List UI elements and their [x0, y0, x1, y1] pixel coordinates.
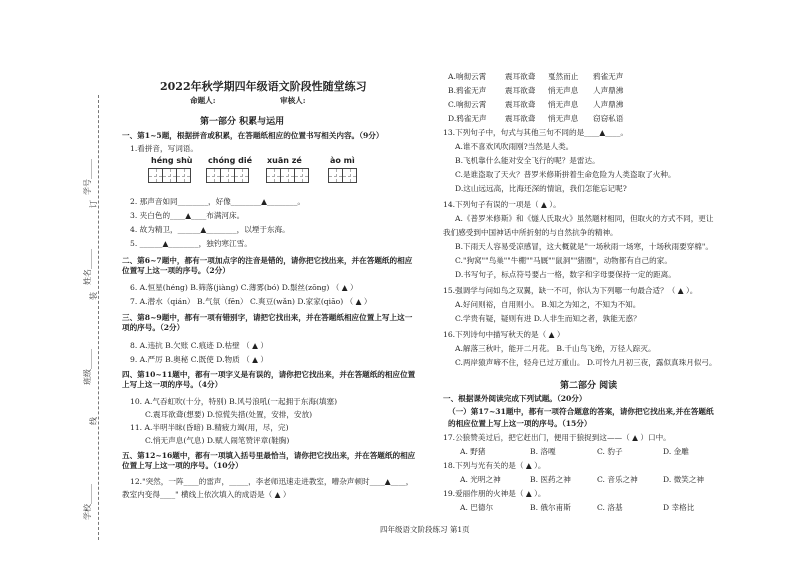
author-label: 命题人:	[190, 96, 216, 105]
option-cell: 震耳欲聋	[505, 86, 536, 95]
question-15-options-cd: C.学贵有疑，疑则有进 D.人非生而知之者，孰能无惑？	[455, 314, 641, 323]
student-id-field[interactable]: 学号_____	[83, 159, 92, 195]
question-10b: C.震耳欲聋(想要) D.惊慌失措(处置，安排，安放)	[145, 410, 313, 419]
reading-section-heading: 一、根据课外阅读完成下列试题。（20分）	[443, 394, 587, 403]
question-12b: 教室内变得____" 横线上依次填入的成语是（ ▲ ）	[122, 490, 291, 499]
option-cell: 震耳欲聋	[505, 100, 536, 109]
question-15: 15.强调学与问如鸟之双翼，缺一不可，你认为下列哪一句最合适？（ ▲ ）。	[443, 286, 698, 295]
pinyin-2: chóng dié	[208, 156, 253, 165]
question-3: 3. 夹白色的____▲____布满河床。	[130, 211, 245, 220]
option-cell: 鸦雀无声	[593, 72, 624, 81]
section1-heading: 一、第1~5题，根据拼音或积累，在答题纸相应的位置书写相关内容。（9分）	[122, 131, 384, 140]
question-13-option-d: D.这山远远高，比海还深的情谊，我们怎能忘记呢?	[455, 184, 627, 193]
option-cell: 人声鼎沸	[593, 100, 624, 109]
page-footer: 四年级语文阶段练习 第1页	[380, 525, 470, 534]
binding-cut-mark: 线	[89, 417, 98, 425]
question-1: 1.看拼音，写词语。	[130, 144, 198, 153]
part2-title: 第二部分 阅读	[560, 381, 618, 391]
question-14-option-a-cont: 我们感受到中国神话中所折射的与自然抗争的精神。	[443, 228, 618, 237]
question-6: 6. A.恒星(héng) B.筛落(jiàng) C.薄雾(bó) D.鬃丝(zōng) （ ▲ ）	[130, 283, 358, 292]
question-17-option: A. 野猪	[460, 447, 486, 456]
binding-cut-mark: 装	[89, 292, 98, 300]
question-13-option-a: A.谁不喜欢风吹雨刚?当然是人类。	[455, 142, 574, 151]
reading-subsection-heading: （一）第17~31题中，都有一项符合题意的答案，请你把它找出来,并在答题纸	[448, 407, 714, 416]
option-cell: 悄无声息	[548, 114, 579, 123]
answer-grid-1[interactable]	[148, 168, 190, 183]
question-7: 7. A.潜水（qián） B.气氛（fēn） C.爽豆(wǎn) D.家家(qiāo) （ ▲ ）	[130, 297, 372, 306]
binding-line	[98, 95, 99, 540]
question-14-option-c: C."狗窝""鸟巢""牛棚""马厩""鼠洞""猪圈"，动物都有自己的家。	[455, 256, 672, 265]
question-4: 4. 故为精卫，______▲________，以堙于东海。	[130, 225, 290, 234]
option-cell: 悄无声息	[548, 100, 579, 109]
part1-title: 第一部分 积累与运用	[200, 117, 285, 127]
option-cell: 人声鼎沸	[593, 86, 624, 95]
question-14-option-d: D.书写句子，标点符号要占一格，数字和字母要保持一定的距离。	[455, 270, 676, 279]
pinyin-3: xuān zé	[267, 156, 302, 165]
question-17-option: C. 豹子	[597, 447, 623, 456]
question-10a: 10. A.气吞虹吹(十分，特别) B.风号浪吼(一起拥于东海(填塞)	[130, 397, 338, 406]
question-19-option: D 幸格比	[663, 503, 695, 512]
reading-subsection-heading-cont: 的相应位置上写上这一项的序号。（15分）	[448, 419, 592, 428]
question-11b: C.悄无声息(气息) D.赋人闹笔赞评章(鞋胸)	[145, 436, 290, 445]
question-16-options-ab: A.解落三秋叶，能开二月花。 B.千山鸟飞绝，万径人踪灭。	[455, 344, 656, 353]
question-14: 14.下列句子有误的一项是（ ▲ ）。	[443, 200, 561, 209]
question-19-option: A. 巴德尔	[460, 503, 494, 512]
question-16: 16.下列诗句中描写秋天的是（ ▲ ）	[443, 330, 565, 339]
question-18-option: D. 微笑之神	[663, 475, 705, 484]
section3-heading: 三、第8~9题中，都有一项有错别字，请把它找出来，并在答题纸相应位置上写上这一项的序号。（2分）	[122, 313, 413, 332]
question-13-option-c: C.是谁盗取了天火？普罗米修斯拼着生命危险为人类盗取了火种。	[455, 170, 676, 179]
option-cell: 震耳欲聋	[505, 114, 536, 123]
question-13-option-b: B.飞机靠什么能对安全飞行的呢？是雷达。	[455, 156, 600, 165]
section2-heading: 二、第6~7题中，都有一项加点字的注音是错的，请你把它找出来，并在答题纸的相应位置写上这一项的序号。（2分）	[122, 256, 413, 275]
option-cell: D.鸦雀无声	[448, 114, 487, 123]
question-12a: 12."突然，一阵____的雷声，_____，李老师迅速走进教室，嘈杂声顿时____▲____，	[130, 477, 414, 486]
question-2: 2. 那声音如同________，好像________▲________。	[130, 197, 305, 206]
option-cell: 悄无声息	[548, 86, 579, 95]
question-19: 19.爱丽作朋的火神是（ ▲ ）。	[443, 489, 546, 498]
class-field[interactable]: 班级_____	[83, 349, 92, 385]
question-14-option-a: A.《普罗米修斯》和《燧人氏取火》虽然题材相同，但取火的方式不同，更让	[455, 214, 714, 223]
question-18-option: A. 光明之神	[460, 475, 501, 484]
question-8: 8. A.违抗 B.欠账 C.痕迹 D.枯壁 （ ▲ ）	[130, 341, 268, 350]
question-18-option: C. 音乐之神	[597, 475, 638, 484]
question-13: 13.下列句子中，句式与其他三句不同的是____▲____。	[443, 128, 628, 137]
school-field[interactable]: 学校_____	[83, 484, 92, 520]
question-14-option-b: B.下雨天人容易受凉感冒，这大概就是"一场秋雨一场寒，十场秋雨要穿棉"。	[455, 242, 713, 251]
pinyin-1: héng shù	[151, 156, 193, 165]
pinyin-4: ào mì	[330, 156, 355, 165]
page-title: 2022年秋学期四年级语文阶段性随堂练习	[160, 80, 367, 93]
question-17: 17.公狼赞美过后，把它赶出门，便用于狼捉到这——（ ▲ ）口中。	[443, 433, 671, 442]
question-16-options-cd: C.两岸猿声啼不住，轻舟已过万重山。 D.可怜九月初三夜，露似真珠月似弓。	[455, 358, 717, 367]
option-cell: C.响彻云霄	[448, 100, 487, 109]
question-9: 9. A.严厉 B.奥秘 C.既使 D.物质 （ ▲ ）	[130, 355, 268, 364]
question-19-option: C. 洛基	[597, 503, 623, 512]
name-field[interactable]: 姓名_____	[83, 249, 92, 285]
question-5: 5. ______▲________，独钓寒江雪。	[130, 239, 252, 248]
answer-grid-4[interactable]	[328, 168, 356, 183]
binding-cut-mark: 订	[89, 200, 98, 208]
question-11a: 11. A.半明半昧(昏暗) B.精疲力竭(用，尽，完)	[130, 423, 289, 432]
section4-heading: 四、第10~11题中，都有一项字义是有误的，请你把它找出来，并在答题纸的相应位置上写上这一项的序号。（4分）	[122, 370, 416, 389]
option-row: A.响彻云霄	[448, 72, 487, 81]
section5-heading: 五、第12~16题中，都有一项填入括号里最恰当，请你把它找出来，并在答题纸的相应位置上写上这一项的序号。（10分）	[122, 451, 416, 470]
reviewer-label: 审核人:	[280, 96, 306, 105]
option-cell: 窃窃私语	[593, 114, 624, 123]
question-18-option: B. 医药之神	[530, 475, 571, 484]
question-18: 18.下列与光有关的是（ ▲ ）。	[443, 461, 546, 470]
question-19-option: B. 俄尔甫斯	[530, 503, 571, 512]
option-cell: 震耳欲聋	[505, 72, 536, 81]
option-cell: 戛然而止	[548, 72, 579, 81]
question-17-option: B. 洛嘎	[530, 447, 556, 456]
question-17-option: D. 金雕	[663, 447, 689, 456]
option-cell: B.鸦雀无声	[448, 86, 487, 95]
answer-grid-2[interactable]	[206, 168, 248, 183]
answer-grid-3[interactable]	[266, 168, 308, 183]
question-15-options-ab: A.好问则裕，自用则小。 B.知之为知之，不知为不知。	[455, 300, 641, 309]
